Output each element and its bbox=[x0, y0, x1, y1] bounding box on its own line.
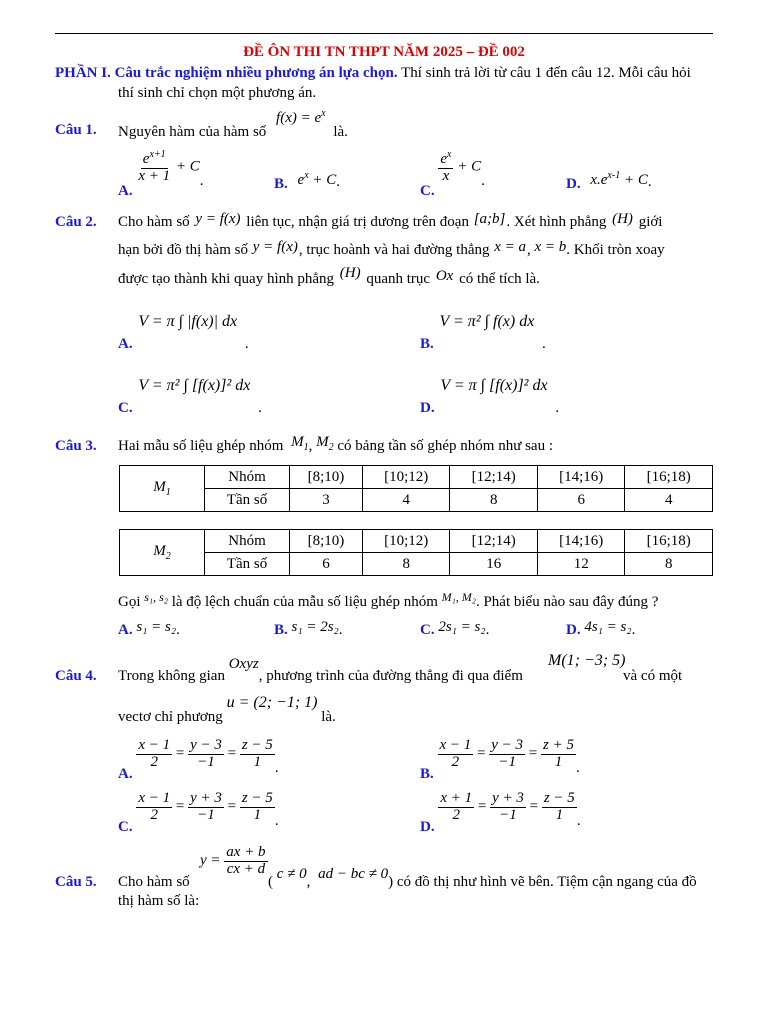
q3-q-c: M₁, M₂ bbox=[441, 590, 476, 604]
q1a-num: e bbox=[142, 151, 150, 167]
q2-l3-b: quanh trục bbox=[366, 271, 431, 287]
q4b-d2: −1 bbox=[498, 753, 516, 770]
q1c-num: e bbox=[440, 151, 448, 167]
q1-option-b-letter: B. bbox=[274, 176, 288, 192]
q5-cond-sep: , bbox=[306, 874, 311, 890]
q2-line2 bbox=[118, 239, 665, 259]
q4d-end: . bbox=[576, 812, 581, 829]
table2-group: [10;12) bbox=[362, 530, 450, 553]
q2-l2-comma: , bbox=[527, 242, 531, 258]
table1-freq: 6 bbox=[537, 489, 625, 512]
q2-line1 bbox=[118, 211, 663, 231]
q2-l1-b: liên tục, nhận giá trị dương trên đoạn bbox=[246, 214, 469, 230]
q2-l2-b: , trục hoành và hai đường thẳng bbox=[298, 242, 490, 258]
q4d-frac3 bbox=[542, 791, 577, 824]
q1b-tail: + C bbox=[308, 172, 337, 188]
q2-label: Câu 2. bbox=[55, 214, 97, 230]
q2-l3-axis: Ox bbox=[435, 268, 454, 284]
q5-conditions bbox=[268, 866, 697, 891]
q1-text-end: là. bbox=[333, 124, 348, 140]
table2-freq: 6 bbox=[290, 553, 363, 576]
q5-cond-open: ( bbox=[268, 874, 273, 890]
q4b-end: . bbox=[575, 759, 580, 776]
q1-option-a-letter: A. bbox=[118, 182, 133, 199]
table2-name bbox=[120, 530, 205, 576]
q3-m2 bbox=[316, 434, 334, 453]
q5-frac bbox=[224, 845, 267, 878]
q4-option-d-letter: D. bbox=[420, 818, 435, 835]
table1-freq: 3 bbox=[290, 489, 363, 512]
table2-row1-label: Nhóm bbox=[205, 530, 290, 553]
q5-num: ax + b bbox=[226, 844, 266, 860]
q4-text-b: , phương trình của đường thẳng đi qua điểm bbox=[258, 668, 523, 684]
q1-option-d[interactable] bbox=[566, 172, 652, 191]
q2b-formula: V = π² ∫ f(x) dx bbox=[439, 313, 535, 330]
table2-group: [8;10) bbox=[290, 530, 363, 553]
q4-option-b-letter: B. bbox=[420, 765, 434, 782]
q1b-base: e bbox=[297, 172, 305, 188]
part1-header bbox=[55, 65, 691, 82]
q4-label: Câu 4. bbox=[55, 668, 97, 684]
q1-option-c[interactable] bbox=[420, 149, 485, 199]
q4b-frac3 bbox=[541, 738, 576, 771]
q2-option-b-letter: B. bbox=[420, 336, 434, 352]
q4d-frac1 bbox=[438, 791, 474, 824]
q4c-n3: z − 5 bbox=[241, 790, 273, 806]
q4-vector: u = (2; −1; 1) bbox=[226, 694, 318, 711]
q1-option-c-letter: C. bbox=[420, 182, 435, 199]
q1-function bbox=[276, 110, 326, 126]
q2-l3-c: có thể tích là. bbox=[459, 271, 540, 287]
top-rule bbox=[55, 33, 713, 34]
table2-freq: 8 bbox=[625, 553, 713, 576]
q2-l1-H: (H) bbox=[612, 211, 633, 227]
q4c-end: . bbox=[274, 812, 279, 829]
table1-row2-label: Tần số bbox=[205, 489, 290, 512]
q1d-tail: + C bbox=[620, 172, 648, 188]
q4c-d2: −1 bbox=[197, 806, 215, 823]
q1a-exp: x+1 bbox=[149, 149, 166, 160]
q4-option-d[interactable]: D. $\frac{x + 1}{2}$ = $\frac{y + 3}{-1}$ = $\frac{z - 5}{1}$ . bbox=[420, 790, 581, 835]
q4a-n1: x − 1 bbox=[138, 737, 171, 753]
q1-function-exp: x bbox=[321, 108, 326, 119]
q4b-n3: z + 5 bbox=[543, 737, 574, 753]
q2-l2-c: . Khối tròn xoay bbox=[566, 242, 665, 258]
q4c-frac3 bbox=[240, 791, 275, 824]
table1-name-base: M bbox=[153, 479, 166, 495]
q4-option-b[interactable]: B. $\frac{x - 1}{2}$ = $\frac{y - 3}{-1}$ = $\frac{z + 5}{1}$ . bbox=[420, 737, 580, 782]
q2-l1-func: y = f(x) bbox=[195, 211, 241, 227]
table2-freq: 8 bbox=[362, 553, 450, 576]
q5-text-a: Cho hàm số bbox=[118, 874, 190, 890]
q3-option-a-letter: A. bbox=[118, 622, 133, 638]
table1-name bbox=[120, 466, 205, 512]
q3-question bbox=[118, 590, 659, 611]
q3-text: Hai mẫu số liệu ghép nhóm bbox=[118, 438, 284, 454]
q2d-formula: V = π ∫ [f(x)]² dx bbox=[440, 377, 548, 394]
q4c-frac1 bbox=[136, 791, 172, 824]
q2-l2-xa: x = a bbox=[494, 239, 527, 255]
table2-name-base: M bbox=[153, 543, 166, 559]
q4a-n2: y − 3 bbox=[190, 737, 222, 753]
q4b-n2: y − 3 bbox=[491, 737, 524, 753]
q1-option-d-letter: D. bbox=[566, 176, 581, 192]
q1-text: Nguyên hàm của hàm số bbox=[118, 124, 267, 140]
q4-option-c[interactable]: C. $\frac{x - 1}{2}$ = $\frac{y + 3}{-1}$ = $\frac{z - 5}{1}$ . bbox=[118, 790, 279, 835]
q1d-end: . bbox=[647, 174, 652, 190]
table1-group: [10;12) bbox=[362, 466, 450, 489]
table1-name-sub: 1 bbox=[165, 487, 171, 498]
q1c-exp: x bbox=[447, 149, 452, 160]
q3-q-vars: s₁, s₂ bbox=[144, 590, 168, 604]
q3c-end: . bbox=[485, 622, 490, 638]
q3-m1-sub: 1 bbox=[303, 442, 309, 453]
q1d-exp: x-1 bbox=[607, 170, 621, 181]
table1-freq: 4 bbox=[362, 489, 450, 512]
q2b-end: . bbox=[542, 336, 546, 352]
q3d-expr: 4s₁ = s₂ bbox=[584, 619, 632, 635]
q4-space: Oxyz bbox=[228, 656, 259, 672]
q3-option-d-letter: D. bbox=[566, 622, 581, 638]
q4-option-a[interactable]: A. $\frac{x - 1}{2}$ = $\frac{y - 3}{-1}$ = $\frac{z - 5}{1}$ . bbox=[118, 737, 279, 782]
q4-text-e: là. bbox=[321, 709, 336, 725]
q4b-d1: 2 bbox=[451, 753, 460, 770]
table1-group: [12;14) bbox=[450, 466, 538, 489]
q4b-frac1 bbox=[438, 738, 474, 771]
q5-den: cx + d bbox=[226, 860, 266, 877]
q3-m2-sub: 2 bbox=[328, 442, 334, 453]
q3c-expr: 2s₁ = s₂ bbox=[438, 619, 486, 635]
table2-row2-label: Tần số bbox=[205, 553, 290, 576]
q1c-tail: + C bbox=[457, 158, 482, 175]
table2-name-sub: 2 bbox=[165, 551, 171, 562]
q4-point: M(1; −3; 5) bbox=[548, 652, 626, 669]
q4-stem-2 bbox=[118, 694, 336, 726]
q3a-expr: s₁ = s₂ bbox=[136, 619, 177, 635]
q4d-n2: y + 3 bbox=[492, 790, 524, 806]
q2-option-a-letter: A. bbox=[118, 336, 133, 352]
q3-option-c-letter: C. bbox=[420, 622, 435, 638]
part1-instruction: Thí sinh trả lời từ câu 1 đến câu 12. Mỗi câu hỏi bbox=[397, 65, 691, 81]
q4c-d3: 1 bbox=[253, 806, 262, 823]
q4c-n2: y + 3 bbox=[190, 790, 222, 806]
q3a-end: . bbox=[176, 622, 180, 638]
q3-m1 bbox=[291, 434, 309, 453]
part1-instruction-2: thí sinh chỉ chọn một phương án. bbox=[118, 85, 317, 101]
q4b-d3: 1 bbox=[554, 753, 563, 770]
q4-text-c: và có một bbox=[623, 668, 683, 684]
q3-option-b-letter: B. bbox=[274, 622, 288, 638]
q2-l2-func: y = f(x) bbox=[252, 239, 298, 255]
q2-option-d-letter: D. bbox=[420, 400, 435, 416]
q2-l1-interval: [a;b] bbox=[473, 211, 506, 227]
table2-group: [16;18) bbox=[625, 530, 713, 553]
table1-group: [16;18) bbox=[625, 466, 713, 489]
q5-cond1: c ≠ 0 bbox=[276, 866, 307, 882]
table2-freq: 12 bbox=[537, 553, 625, 576]
q3-table-m1 bbox=[119, 465, 713, 512]
q4a-frac3 bbox=[240, 738, 275, 771]
q2-l1-a: Cho hàm số bbox=[118, 214, 190, 230]
q2d-end: . bbox=[555, 400, 560, 416]
q2a-end: . bbox=[244, 336, 249, 352]
q4-option-c-letter: C. bbox=[118, 818, 133, 835]
q2-l1-c: . Xét hình phẳng bbox=[506, 214, 607, 230]
q1a-end: . bbox=[199, 172, 204, 189]
q1-option-c-frac bbox=[438, 150, 453, 185]
q5-function bbox=[200, 845, 268, 878]
q1d-expr bbox=[590, 172, 648, 188]
q2-option-a[interactable] bbox=[118, 313, 249, 353]
q1c-den: x bbox=[442, 167, 450, 184]
q4c-d1: 2 bbox=[150, 806, 158, 823]
q3-m2-base: M bbox=[316, 434, 329, 450]
table1-freq: 8 bbox=[450, 489, 538, 512]
exam-title: ĐỀ ÔN THI TN THPT NĂM 2025 – ĐỀ 002 bbox=[243, 44, 525, 60]
table1-group: [14;16) bbox=[537, 466, 625, 489]
q3-q-a: Gọi bbox=[118, 594, 141, 610]
q4a-d3: 1 bbox=[253, 753, 262, 770]
q4a-n3: z − 5 bbox=[241, 737, 273, 753]
q4d-n1: x + 1 bbox=[440, 790, 473, 806]
q5-label: Câu 5. bbox=[55, 874, 97, 890]
q3-q-d: . Phát biểu nào sau đây đúng ? bbox=[475, 594, 659, 610]
q3b-end: . bbox=[338, 622, 343, 638]
q2-line3 bbox=[118, 265, 540, 288]
q3-option-b[interactable] bbox=[274, 619, 343, 639]
q4-stem bbox=[118, 656, 523, 685]
q4d-n3: z − 5 bbox=[543, 790, 575, 806]
q1b-end: . bbox=[336, 174, 341, 190]
q2-l3-a: được tạo thành khi quay hình phẳng bbox=[118, 271, 335, 287]
q2c-end: . bbox=[258, 400, 262, 416]
q4a-frac1 bbox=[136, 738, 172, 771]
q4d-d1: 2 bbox=[452, 806, 460, 823]
q4a-frac2 bbox=[188, 738, 224, 771]
q4a-d1: 2 bbox=[150, 753, 158, 770]
q3-label: Câu 3. bbox=[55, 438, 97, 454]
q1-label: Câu 1. bbox=[55, 122, 97, 138]
q4-text-a: Trong không gian bbox=[118, 668, 225, 684]
q1a-tail: + C bbox=[175, 158, 200, 175]
q2a-formula: V = π ∫ |f(x)| dx bbox=[138, 313, 238, 330]
q3d-end: . bbox=[631, 622, 636, 638]
q1-option-a[interactable] bbox=[118, 149, 204, 199]
q2-l2-xb: x = b bbox=[534, 239, 567, 255]
q3-m1-base: M bbox=[291, 434, 304, 450]
table2-group: [12;14) bbox=[450, 530, 538, 553]
q2-l1-d: giới bbox=[638, 214, 663, 230]
q4b-n1: x − 1 bbox=[439, 737, 472, 753]
part1-label: PHẦN I. Câu trắc nghiệm nhiều phương án lựa chọn. bbox=[55, 65, 398, 81]
q3-text-end: có bảng tần số ghép nhóm như sau : bbox=[337, 438, 553, 454]
q5-text-c: thị hàm số là: bbox=[118, 893, 200, 909]
q1b-expr bbox=[298, 172, 337, 188]
q1-function-base: f(x) = e bbox=[276, 110, 322, 126]
q2-option-c-letter: C. bbox=[118, 400, 133, 416]
q3b-expr: s₁ = 2s₂ bbox=[291, 619, 339, 635]
table2-group: [14;16) bbox=[537, 530, 625, 553]
table1-group: [8;10) bbox=[290, 466, 363, 489]
q4d-d3: 1 bbox=[555, 806, 564, 823]
q2-option-d[interactable] bbox=[420, 377, 560, 417]
q3-table-m2 bbox=[119, 529, 713, 576]
q3-option-c[interactable] bbox=[420, 619, 490, 639]
q4b-frac2 bbox=[489, 738, 525, 771]
q4d-d2: −1 bbox=[499, 806, 517, 823]
q5-y-eq: y = bbox=[200, 852, 221, 869]
table1-row1-label: Nhóm bbox=[205, 466, 290, 489]
q2-option-c[interactable] bbox=[118, 377, 262, 417]
q2c-formula: V = π² ∫ [f(x)]² dx bbox=[138, 377, 251, 394]
q1a-den: x + 1 bbox=[138, 167, 171, 184]
q1-option-b[interactable] bbox=[274, 172, 340, 191]
q4a-end: . bbox=[274, 759, 279, 776]
table2-freq: 16 bbox=[450, 553, 538, 576]
q3-option-a[interactable] bbox=[118, 619, 180, 639]
q2-option-b[interactable] bbox=[420, 313, 546, 353]
q2-l3-H: (H) bbox=[339, 265, 361, 281]
q1b-exp: x bbox=[304, 170, 309, 181]
q4c-n1: x − 1 bbox=[138, 790, 171, 806]
q4-option-a-letter: A. bbox=[118, 765, 133, 782]
q4a-d2: −1 bbox=[197, 753, 215, 770]
table1-freq: 4 bbox=[625, 489, 713, 512]
q3-q-b: là độ lệch chuẩn của mẫu số liệu ghép nhóm bbox=[171, 594, 438, 610]
q1-stem bbox=[118, 108, 348, 141]
q3-stem: Hai mẫu số liệu ghép nhóm $M_1$, $M_2$ có bảng tần số ghép nhóm như sau : bbox=[118, 434, 553, 454]
q3-option-d[interactable] bbox=[566, 619, 636, 639]
q4c-frac2 bbox=[188, 791, 224, 824]
q5-text-b: ) có đồ thị như hình vẽ bên. Tiệm cận ngang của đồ bbox=[388, 874, 697, 890]
q4-text-d: vectơ chỉ phương bbox=[118, 709, 223, 725]
q5-cond2: ad − bc ≠ 0 bbox=[318, 866, 389, 882]
q2-l2-a: hạn bởi đồ thị hàm số bbox=[118, 242, 249, 258]
q1-option-a-frac bbox=[136, 150, 172, 185]
q1c-end: . bbox=[481, 172, 485, 189]
q1d-base: x.e bbox=[590, 172, 608, 188]
q4d-frac2 bbox=[490, 791, 526, 824]
